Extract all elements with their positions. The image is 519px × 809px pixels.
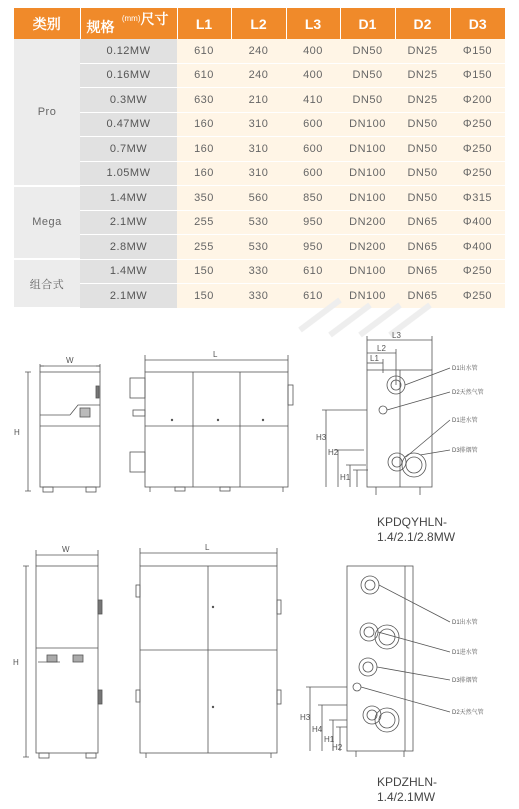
model-label-top	[377, 515, 455, 545]
header-col-l2: L2	[231, 8, 286, 39]
value-cell: 150	[177, 284, 231, 309]
value-cell: Φ250	[450, 259, 505, 284]
value-cell: 310	[231, 161, 286, 186]
dim-h3-bottom: H3	[300, 713, 311, 722]
value-cell: 400	[286, 39, 340, 63]
value-cell: 160	[177, 161, 231, 186]
value-cell: 160	[177, 137, 231, 162]
model-cell: 0.16MW	[80, 63, 177, 88]
model-cell: 1.05MW	[80, 161, 177, 186]
side-view-small-unit	[130, 355, 293, 492]
value-cell: DN50	[340, 63, 395, 88]
model-top-line2: 1.4/2.1/2.8MW	[377, 530, 456, 544]
model-cell: 0.12MW	[80, 39, 177, 63]
value-cell: 310	[231, 112, 286, 137]
value-cell: DN65	[395, 235, 450, 260]
value-cell: DN50	[395, 186, 450, 211]
dim-h2-bottom: H2	[332, 743, 343, 752]
value-cell: 850	[286, 186, 340, 211]
value-cell: DN25	[395, 88, 450, 113]
value-cell: 255	[177, 210, 231, 235]
value-cell: 530	[231, 210, 286, 235]
value-cell: DN100	[340, 161, 395, 186]
callout-top-1: D1出水管	[452, 366, 478, 372]
dim-l-top: L	[213, 350, 218, 359]
value-cell: 150	[177, 259, 231, 284]
value-cell: 950	[286, 210, 340, 235]
value-cell: DN65	[395, 284, 450, 309]
value-cell: DN50	[395, 112, 450, 137]
value-cell: Φ400	[450, 210, 505, 235]
header-col-l3: L3	[286, 8, 340, 39]
callout-bottom-3: D3排烟管	[452, 678, 478, 684]
value-cell: Φ150	[450, 63, 505, 88]
model-cell: 2.1MW	[80, 210, 177, 235]
value-cell: Φ315	[450, 186, 505, 211]
value-cell: DN50	[395, 137, 450, 162]
category-cell: Mega	[14, 186, 80, 260]
rear-view-large-unit	[306, 566, 450, 757]
value-cell: Φ250	[450, 284, 505, 309]
dim-h-bottom: H	[13, 658, 19, 667]
value-cell: 350	[177, 186, 231, 211]
value-cell: Φ200	[450, 88, 505, 113]
value-cell: 610	[286, 259, 340, 284]
dim-h1-bottom: H1	[324, 735, 335, 744]
header-unit: (mm)	[121, 14, 141, 23]
callout-bottom-2: D1进水管	[452, 650, 478, 656]
value-cell: DN50	[340, 88, 395, 113]
rear-view-small-unit	[322, 336, 450, 495]
background-hatch	[300, 300, 430, 335]
value-cell: DN100	[340, 112, 395, 137]
model-label-bottom	[377, 775, 437, 805]
value-cell: DN100	[340, 284, 395, 309]
model-cell: 0.7MW	[80, 137, 177, 162]
value-cell: 600	[286, 137, 340, 162]
value-cell: 330	[231, 259, 286, 284]
callout-top-3: D1进水管	[452, 418, 478, 424]
value-cell: DN100	[340, 186, 395, 211]
model-cell: 0.3MW	[80, 88, 177, 113]
value-cell: Φ250	[450, 137, 505, 162]
header-col-d1: D1	[340, 8, 395, 39]
value-cell: 950	[286, 235, 340, 260]
dim-w-top: W	[66, 356, 74, 365]
value-cell: DN200	[340, 235, 395, 260]
value-cell: 610	[177, 39, 231, 63]
value-cell: 210	[231, 88, 286, 113]
value-cell: Φ400	[450, 235, 505, 260]
value-cell: 310	[231, 137, 286, 162]
header-category: 类别	[14, 8, 80, 39]
value-cell: DN100	[340, 259, 395, 284]
dim-h1-top: H1	[340, 473, 351, 482]
header-size: 尺寸	[140, 11, 169, 27]
model-cell: 0.47MW	[80, 112, 177, 137]
front-view-large-unit	[23, 550, 102, 758]
callout-bottom-4: D2天然气管	[452, 710, 484, 716]
value-cell: DN65	[395, 210, 450, 235]
model-cell: 1.4MW	[80, 259, 177, 284]
value-cell: DN200	[340, 210, 395, 235]
value-cell: 240	[231, 63, 286, 88]
model-cell: 1.4MW	[80, 186, 177, 211]
header-col-d3: D3	[450, 8, 505, 39]
model-cell: 2.1MW	[80, 284, 177, 309]
dim-h-top: H	[14, 428, 20, 437]
callout-top-4: D3排烟管	[452, 448, 478, 454]
value-cell: DN65	[395, 259, 450, 284]
value-cell: 560	[231, 186, 286, 211]
value-cell: 630	[177, 88, 231, 113]
value-cell: 330	[231, 284, 286, 309]
front-view-small-unit	[25, 364, 100, 492]
dim-l1: L1	[370, 354, 379, 363]
model-cell: 2.8MW	[80, 235, 177, 260]
value-cell: DN25	[395, 63, 450, 88]
callout-top-2: D2天然气管	[452, 390, 484, 396]
value-cell: 400	[286, 63, 340, 88]
header-spec: 规格	[86, 19, 115, 35]
value-cell: DN50	[340, 39, 395, 63]
category-cell: 组合式	[14, 259, 80, 308]
value-cell: DN100	[340, 137, 395, 162]
value-cell: Φ150	[450, 39, 505, 63]
header-col-l1: L1	[177, 8, 231, 39]
dim-l2: L2	[377, 344, 386, 353]
value-cell: 600	[286, 112, 340, 137]
model-bottom-line1: KPDZHLN-	[377, 775, 438, 789]
model-bottom-line2: 1.4/2.1MW	[377, 790, 436, 804]
category-cell: Pro	[14, 39, 80, 186]
dim-h3: H3	[316, 433, 327, 442]
value-cell: Φ250	[450, 161, 505, 186]
dim-h2-top: H2	[328, 448, 339, 457]
value-cell: DN50	[395, 161, 450, 186]
dim-l3: L3	[392, 331, 401, 340]
side-view-large-unit	[136, 548, 281, 758]
value-cell: 240	[231, 39, 286, 63]
value-cell: 600	[286, 161, 340, 186]
dim-l-bottom: L	[205, 543, 210, 552]
value-cell: 610	[286, 284, 340, 309]
value-cell: Φ250	[450, 112, 505, 137]
value-cell: 160	[177, 112, 231, 137]
value-cell: DN25	[395, 39, 450, 63]
header-col-d2: D2	[395, 8, 450, 39]
dim-h4: H4	[312, 725, 323, 734]
model-top-line1: KPDQYHLN-	[377, 515, 448, 529]
value-cell: 410	[286, 88, 340, 113]
callout-bottom-1: D1出水管	[452, 620, 478, 626]
value-cell: 610	[177, 63, 231, 88]
value-cell: 530	[231, 235, 286, 260]
value-cell: 255	[177, 235, 231, 260]
dim-w-bottom: W	[62, 545, 70, 554]
